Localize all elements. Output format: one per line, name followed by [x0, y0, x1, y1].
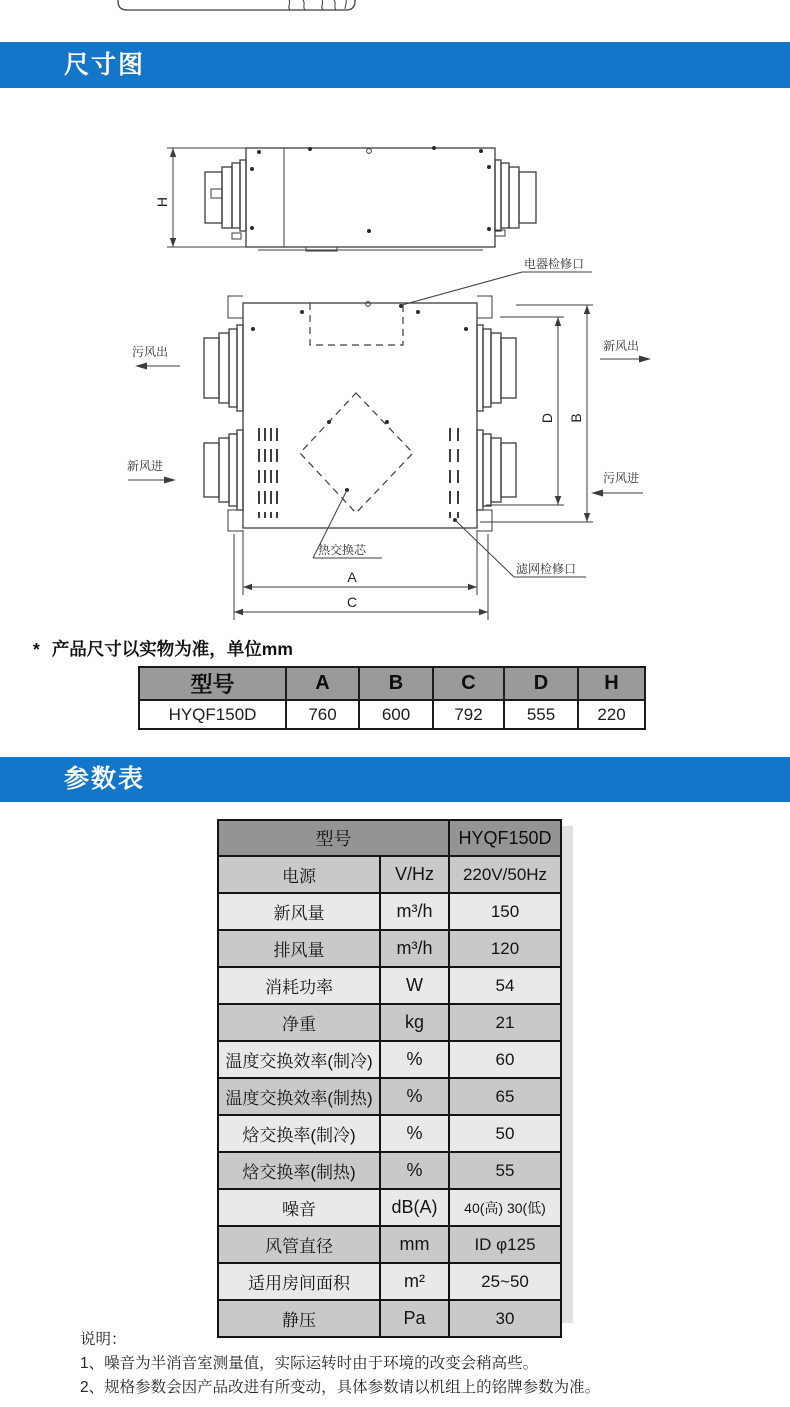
- param-value: 30: [449, 1300, 561, 1337]
- fresh-air-out-label: 新风出: [603, 339, 640, 353]
- param-unit: %: [380, 1078, 449, 1115]
- param-name: 温度交换效率(制冷): [218, 1041, 380, 1078]
- param-unit: mm: [380, 1226, 449, 1263]
- param-value: 40(高) 30(低): [449, 1189, 561, 1226]
- plan-view: [127, 296, 651, 620]
- note-asterisk: *: [33, 639, 40, 659]
- dim-value-d: 555: [504, 700, 578, 729]
- param-value: 65: [449, 1078, 561, 1115]
- param-name: 焓交换率(制冷): [218, 1115, 380, 1152]
- dim-header-h: H: [578, 667, 645, 700]
- param-value: 220V/50Hz: [449, 856, 561, 893]
- param-name: 适用房间面积: [218, 1263, 380, 1300]
- parameter-table: [217, 819, 562, 1338]
- param-row-power-supply: [218, 856, 561, 893]
- param-name: 新风量: [218, 893, 380, 930]
- side-left-port: [205, 160, 246, 231]
- param-row-net-weight: [218, 1004, 561, 1041]
- fresh-air-out-arrow: [600, 338, 651, 363]
- dimension-table-data-row: [139, 700, 645, 729]
- dim-value-h: 220: [578, 700, 645, 729]
- param-value: 60: [449, 1041, 561, 1078]
- dimension-table: [138, 666, 646, 730]
- side-right-port: [495, 160, 536, 231]
- dim-header-d: D: [504, 667, 578, 700]
- note-text: 产品尺寸以实物为准，单位mm: [51, 639, 293, 659]
- param-header-row: [218, 820, 561, 856]
- fresh-air-in-arrow: [127, 458, 176, 484]
- footnotes: [80, 1328, 600, 1400]
- plan-left-top-port: [204, 325, 243, 411]
- plan-right-top-port: [477, 325, 516, 411]
- dim-header-c: C: [433, 667, 504, 700]
- param-value: 25~50: [449, 1263, 561, 1300]
- param-section-title: 参数表: [64, 765, 146, 793]
- dimension-note: [33, 636, 293, 661]
- param-row-duct-diameter: [218, 1226, 561, 1263]
- side-view: [154, 146, 592, 308]
- electric-access-callout: [399, 256, 592, 308]
- dim-a-label: A: [347, 569, 357, 585]
- electric-access-hatch: [310, 303, 403, 345]
- param-name: 风管直径: [218, 1226, 380, 1263]
- param-row-temp-exchange-cooling: [218, 1041, 561, 1078]
- filter-access-callout: [453, 518, 586, 577]
- param-row-temp-exchange-heating: [218, 1078, 561, 1115]
- param-unit: kg: [380, 1004, 449, 1041]
- heat-core-label: 热交换芯: [318, 543, 367, 557]
- cropped-figure-remnant: [0, 0, 790, 42]
- param-row-fresh-airflow: [218, 893, 561, 930]
- param-name: 噪音: [218, 1189, 380, 1226]
- param-header-model-label: 型号: [218, 820, 449, 856]
- dimension-d: [486, 317, 564, 505]
- dim-d-label: D: [539, 412, 555, 424]
- param-value: 50: [449, 1115, 561, 1152]
- param-name: 静压: [218, 1300, 380, 1337]
- param-unit: dB(A): [380, 1189, 449, 1226]
- footnote-item-2: 2、规格参数会因产品改进有所变动，具体参数请以机组上的铭牌参数为准。: [80, 1379, 601, 1396]
- dimension-section-title: 尺寸图: [64, 51, 146, 79]
- dim-value-model: HYQF150D: [139, 700, 286, 729]
- footnote-item-1: 1、噪音为半消音室测量值，实际运转时由于环境的改变会稍高些。: [80, 1355, 539, 1372]
- dim-value-b: 600: [359, 700, 433, 729]
- param-unit: %: [380, 1041, 449, 1078]
- dim-value-c: 792: [433, 700, 504, 729]
- param-row-room-area: [218, 1263, 561, 1300]
- param-name: 电源: [218, 856, 380, 893]
- dim-header-b: B: [359, 667, 433, 700]
- param-row-noise: [218, 1189, 561, 1226]
- dim-b-label: B: [568, 413, 584, 423]
- param-name: 净重: [218, 1004, 380, 1041]
- param-value: 120: [449, 930, 561, 967]
- footnotes-title: 说明：: [80, 1331, 127, 1348]
- dimension-a: [243, 530, 477, 595]
- param-unit: %: [380, 1152, 449, 1189]
- dirty-air-out-label: 污风出: [132, 345, 169, 359]
- param-value: ID φ125: [449, 1226, 561, 1263]
- param-value: 55: [449, 1152, 561, 1189]
- param-unit: %: [380, 1115, 449, 1152]
- param-unit: m³/h: [380, 893, 449, 930]
- dim-header-model: 型号: [139, 667, 286, 700]
- param-unit: m³/h: [380, 930, 449, 967]
- param-header-model-value: HYQF150D: [449, 820, 561, 856]
- dirty-air-out-arrow: [132, 344, 180, 370]
- heat-core-callout: [313, 490, 382, 558]
- fresh-air-in-label: 新风进: [127, 459, 164, 473]
- param-value: 54: [449, 967, 561, 1004]
- dimension-b: [480, 305, 593, 522]
- dirty-air-in-arrow: [591, 470, 643, 497]
- plan-left-bottom-port: [204, 430, 243, 510]
- param-unit: m²: [380, 1263, 449, 1300]
- heat-core-diamond: [300, 393, 413, 513]
- section-banner-parameters: [0, 757, 790, 802]
- param-row-power-consumption: [218, 967, 561, 1004]
- plan-right-bottom-port: [477, 430, 516, 510]
- dirty-air-in-label: 污风进: [603, 471, 640, 485]
- dim-h-label: H: [154, 196, 170, 208]
- param-row-enthalpy-exchange-heating: [218, 1152, 561, 1189]
- param-name: 排风量: [218, 930, 380, 967]
- param-name: 焓交换率(制热): [218, 1152, 380, 1189]
- filter-access-label: 滤网检修口: [516, 562, 577, 576]
- dimension-diagram: [0, 88, 790, 633]
- dim-c-label: C: [346, 594, 358, 610]
- dimension-table-header-row: [139, 667, 645, 700]
- param-name: 温度交换效率(制热): [218, 1078, 380, 1115]
- electric-access-label: 电器检修口: [524, 257, 585, 271]
- param-unit: Pa: [380, 1300, 449, 1337]
- dim-value-a: 760: [286, 700, 359, 729]
- param-row-enthalpy-exchange-cooling: [218, 1115, 561, 1152]
- param-value: 21: [449, 1004, 561, 1041]
- section-banner-dimensions: [0, 42, 790, 88]
- param-value: 150: [449, 893, 561, 930]
- param-unit: W: [380, 967, 449, 1004]
- param-row-exhaust-airflow: [218, 930, 561, 967]
- dim-header-a: A: [286, 667, 359, 700]
- param-unit: V/Hz: [380, 856, 449, 893]
- param-name: 消耗功率: [218, 967, 380, 1004]
